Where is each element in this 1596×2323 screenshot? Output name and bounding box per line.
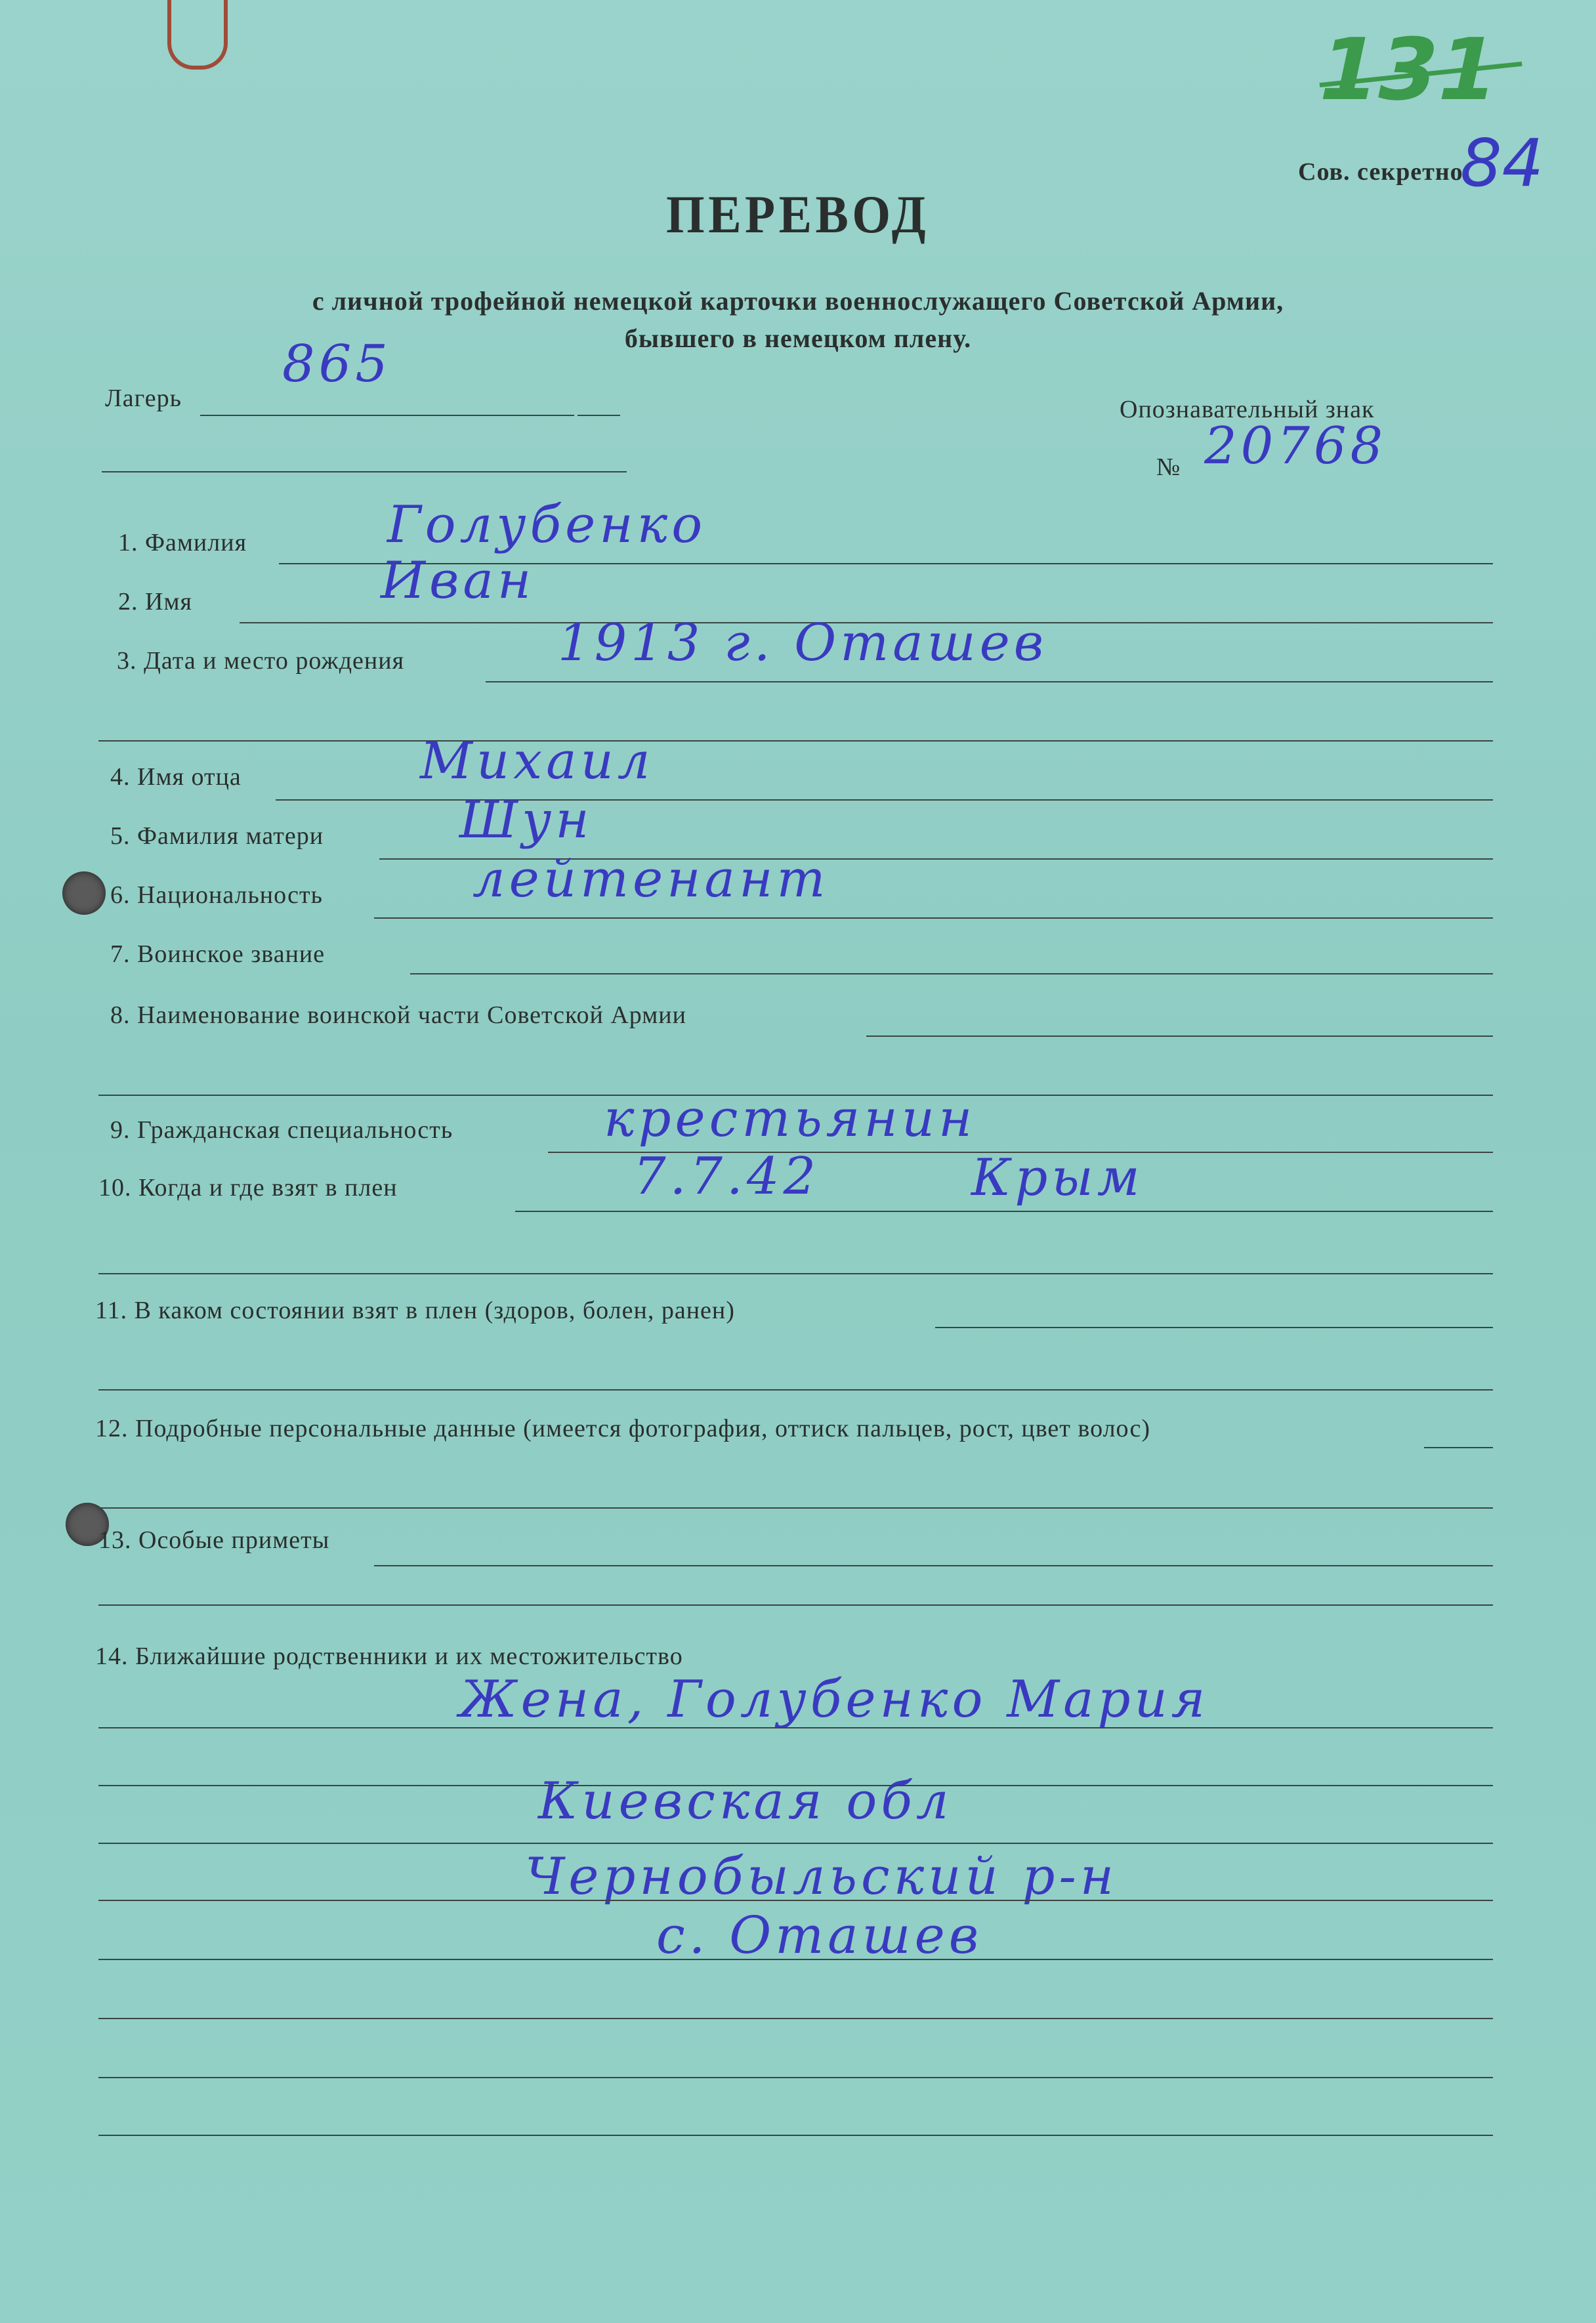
rule [102, 471, 627, 472]
id-tag-label: Опознавательный знак [1120, 396, 1375, 423]
rule [98, 1785, 1493, 1786]
rule [98, 2135, 1493, 2136]
field-label-unit: 8. Наименование воинской части Советской Армии [110, 1001, 686, 1029]
relatives-line-1: Жена, Голубенко Мария [459, 1670, 1209, 1729]
rule [578, 415, 620, 416]
field-value-captured-date: 7.7.42 [633, 1147, 820, 1206]
rule [374, 1565, 1493, 1566]
field-value-captured-place: Крым [971, 1148, 1144, 1207]
field-label-captured: 10. Когда и где взят в плен [98, 1174, 398, 1202]
rule [98, 740, 1493, 742]
rule [98, 1507, 1493, 1509]
field-value-name: Иван [381, 551, 536, 610]
field-label-relatives: 14. Ближайшие родственники и их местожительство [95, 1643, 683, 1670]
punch-hole [62, 871, 106, 915]
field-value-surname: Голубенко [387, 495, 707, 555]
field-label-condition: 11. В каком состоянии взят в плен (здоров, болен, ранен) [95, 1297, 735, 1324]
id-tag-no-label: № [1156, 453, 1181, 481]
field-value-rank: лейтенант [472, 850, 830, 909]
field-value-profession: крестьянин [604, 1089, 976, 1148]
field-label-surname: 1. Фамилия [118, 529, 247, 556]
field-label-mother: 5. Фамилия матери [110, 822, 324, 850]
rule [935, 1327, 1493, 1328]
rule [1424, 1447, 1493, 1448]
rule [374, 917, 1493, 919]
archive-number-struck: 131 [1308, 20, 1508, 119]
subtitle-line-2: бывшего в немецком плену. [624, 324, 972, 353]
field-label-marks: 13. Особые приметы [98, 1526, 330, 1554]
field-label-birth: 3. Дата и место рождения [117, 647, 405, 675]
id-tag-value: 20768 [1204, 417, 1387, 476]
rule [98, 1900, 1493, 1901]
field-label-name: 2. Имя [118, 588, 192, 616]
rule [866, 1036, 1493, 1037]
relatives-line-2: Киевская обл [538, 1772, 953, 1831]
subtitle-line-1: с личной трофейной немецкой карточки военнослужащего Советской Армии, [312, 286, 1284, 316]
rule [98, 1273, 1493, 1274]
rule [276, 799, 1493, 801]
field-label-personal-data: 12. Подробные персональные данные (имеется фотография, оттиск пальцев, рост, цвет волос) [95, 1415, 1150, 1442]
field-value-father: Михаил [420, 732, 654, 791]
rule [515, 1211, 1493, 1212]
page-title: ПЕРЕВОД [666, 184, 930, 244]
paperclip-mark [167, 0, 228, 70]
rule [98, 2077, 1493, 2078]
relatives-line-3: Чернобыльский р-н [525, 1847, 1118, 1906]
rule [200, 415, 574, 416]
relatives-line-4: с. Оташев [656, 1906, 983, 1965]
archive-number: 84 [1460, 125, 1544, 201]
rule [98, 1959, 1493, 1960]
classification-label: Сов. секретно [1298, 158, 1463, 186]
rule [410, 973, 1493, 974]
field-label-rank: 7. Воинское звание [110, 940, 326, 968]
camp-label: Лагерь [105, 385, 182, 412]
rule [486, 681, 1493, 682]
rule [98, 1727, 1493, 1728]
field-value-birth: 1913 г. Оташев [558, 614, 1048, 673]
camp-value: 865 [282, 335, 392, 394]
field-label-profession: 9. Гражданская специальность [110, 1116, 453, 1144]
field-value-mother: Шун [459, 791, 593, 850]
field-label-father: 4. Имя отца [110, 763, 242, 791]
rule [98, 1604, 1493, 1606]
rule [98, 1843, 1493, 1844]
field-label-nationality: 6. Национальность [110, 881, 323, 909]
rule [98, 2018, 1493, 2019]
rule [98, 1389, 1493, 1391]
